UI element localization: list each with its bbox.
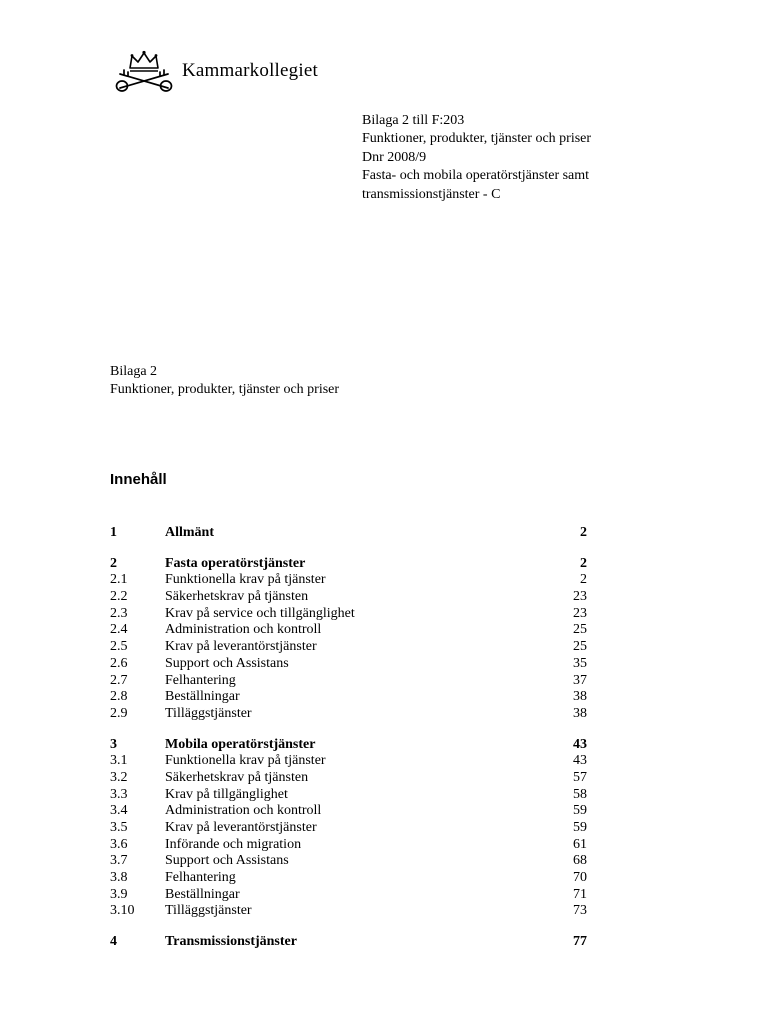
toc-row[interactable] [110, 589, 590, 606]
toc-heading: Innehåll [110, 471, 167, 488]
toc-label: Säkerhetskrav på tjänsten [165, 589, 309, 605]
toc-page-number: 77 [573, 934, 587, 950]
toc-label: Administration och kontroll [165, 622, 322, 638]
toc-page-number: 57 [573, 769, 587, 785]
toc-row[interactable] [110, 689, 590, 706]
toc-number: 2.6 [110, 655, 128, 671]
reference-line: Dnr 2008/9 [362, 149, 427, 165]
toc-page-number: 23 [573, 589, 587, 605]
toc-number: 2 [110, 555, 117, 571]
toc-page-number: 68 [573, 853, 587, 869]
toc-page-number: 59 [573, 820, 587, 835]
toc-chapter-row[interactable] [110, 556, 590, 573]
reference-line: Fasta- och mobila operatörstjänster samt [362, 168, 590, 184]
toc-label: Felhantering [165, 870, 236, 886]
toc-row[interactable] [110, 606, 590, 623]
toc-page-number: 43 [573, 753, 587, 769]
toc-page-number: 2 [580, 555, 587, 571]
toc-number: 3.6 [110, 836, 128, 852]
toc-number: 2.1 [110, 572, 128, 588]
toc-row[interactable] [110, 787, 590, 804]
document-title-line: Funktioner, produkter, tjänster och priser [110, 382, 340, 398]
toc-number: 3.10 [110, 903, 135, 919]
toc-label: Krav på tillgänglighet [165, 786, 288, 802]
toc-row[interactable] [110, 572, 590, 589]
toc-row[interactable] [110, 770, 590, 787]
toc-label: Fasta operatörstjänster [165, 555, 306, 571]
toc-number: 2.7 [110, 672, 128, 688]
toc-label: Tilläggstjänster [165, 705, 252, 721]
toc-label: Beställningar [165, 886, 240, 902]
toc-label: Krav på service och tillgänglighet [165, 605, 355, 621]
toc-number: 3.8 [110, 870, 128, 886]
logo [110, 50, 318, 94]
toc-row[interactable] [110, 870, 590, 887]
toc-row[interactable] [110, 656, 590, 673]
toc-page-number: 71 [573, 886, 587, 902]
toc-number: 3.1 [110, 753, 128, 769]
toc-page-number: 25 [573, 639, 587, 655]
toc-number: 4 [110, 934, 117, 950]
toc-number: 3.5 [110, 820, 128, 835]
toc-row[interactable] [110, 622, 590, 639]
reference-line: Bilaga 2 till F:203 [362, 113, 465, 128]
toc-row[interactable] [110, 673, 590, 690]
toc-number: 3 [110, 736, 117, 752]
toc-page-number: 25 [573, 622, 587, 638]
toc-number: 2.8 [110, 689, 128, 705]
crown-crossed-keys-icon [110, 50, 178, 94]
toc-row[interactable] [110, 753, 590, 770]
toc-page-number: 23 [573, 605, 587, 621]
toc-row[interactable] [110, 887, 590, 904]
toc-label: Felhantering [165, 672, 236, 688]
toc-page-number: 73 [573, 903, 587, 919]
toc-label: Krav på leverantörstjänster [165, 639, 317, 655]
document-title-line: Bilaga 2 [110, 364, 158, 379]
reference-line: transmissionstjänster - C [362, 186, 501, 202]
toc-chapter-row[interactable] [110, 737, 590, 754]
toc-label: Funktionella krav på tjänster [165, 753, 326, 769]
toc-number: 2.2 [110, 589, 128, 605]
toc-row[interactable] [110, 639, 590, 656]
toc-row[interactable] [110, 820, 590, 837]
toc-page-number: 38 [573, 705, 587, 721]
toc-label: Support och Assistans [165, 853, 289, 869]
toc-label: Införande och migration [165, 836, 302, 852]
reference-block [362, 112, 591, 204]
toc-number: 3.9 [110, 886, 128, 902]
toc-number: 2.3 [110, 605, 128, 621]
toc-label: Beställningar [165, 689, 240, 705]
toc-number: 1 [110, 525, 117, 540]
toc-label: Mobila operatörstjänster [165, 736, 316, 752]
toc-chapter-row[interactable] [110, 525, 590, 542]
toc-page-number: 43 [573, 736, 587, 752]
toc-page-number: 38 [573, 689, 587, 705]
toc-row[interactable] [110, 837, 590, 854]
toc-page-number: 35 [573, 655, 587, 671]
toc-number: 2.4 [110, 622, 128, 638]
toc-label: Funktionella krav på tjänster [165, 572, 326, 588]
toc-chapter-row[interactable] [110, 934, 590, 951]
toc-number: 3.4 [110, 803, 128, 819]
toc-number: 2.9 [110, 705, 128, 721]
document-title [110, 363, 339, 400]
toc-label: Allmänt [165, 525, 214, 540]
toc-number: 3.2 [110, 769, 128, 785]
toc-number: 2.5 [110, 639, 128, 655]
toc-label: Krav på leverantörstjänster [165, 820, 317, 835]
table-of-contents [110, 525, 590, 951]
toc-label: Tilläggstjänster [165, 903, 252, 919]
toc-page-number: 61 [573, 836, 587, 852]
toc-page-number: 2 [580, 572, 587, 588]
toc-row[interactable] [110, 903, 590, 920]
toc-label: Säkerhetskrav på tjänsten [165, 769, 309, 785]
logo-text: Kammarkollegiet [182, 60, 318, 81]
toc-number: 3.3 [110, 786, 128, 802]
toc-number: 3.7 [110, 853, 128, 869]
toc-page-number: 70 [573, 870, 587, 886]
toc-page-number: 37 [573, 672, 587, 688]
toc-row[interactable] [110, 706, 590, 723]
toc-label: Administration och kontroll [165, 803, 322, 819]
reference-line: Funktioner, produkter, tjänster och priser [362, 131, 592, 147]
toc-page-number: 2 [580, 525, 587, 540]
toc-page-number: 59 [573, 803, 587, 819]
toc-row[interactable] [110, 803, 590, 820]
toc-label: Support och Assistans [165, 655, 289, 671]
toc-row[interactable] [110, 853, 590, 870]
toc-page-number: 58 [573, 786, 587, 802]
toc-label: Transmissionstjänster [165, 934, 297, 950]
